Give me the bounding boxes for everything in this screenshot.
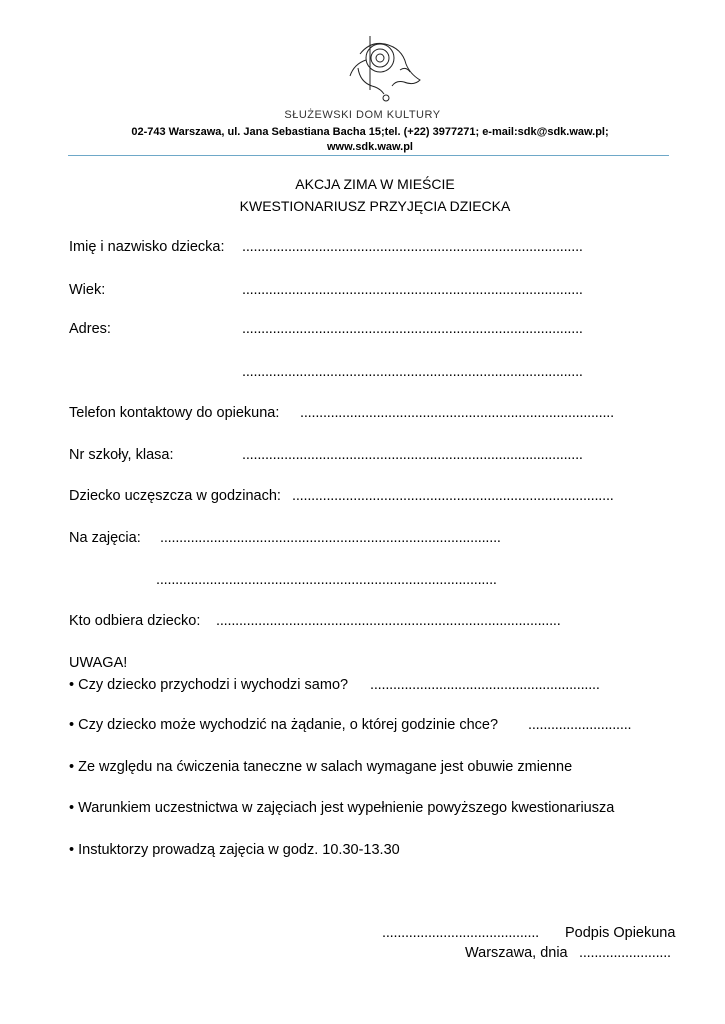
address-field-2[interactable]: ......................................................................................... (242, 364, 583, 380)
question-alone: • Czy dziecko przychodzi i wychodzi samo? (69, 677, 349, 693)
classes-label: Na zajęcia: (69, 530, 141, 546)
child-name-label: Imię i nazwisko dziecka: (69, 239, 225, 255)
place-date-label: Warszawa, dnia (465, 945, 568, 961)
ram-head-logo-icon (340, 36, 430, 104)
address-line: 02-743 Warszawa, ul. Jana Sebastiana Bacha 15;tel. (+22) 3977271; e-mail:sdk@sdk.waw.pl; (131, 126, 609, 138)
page-title: AKCJA ZIMA W MIEŚCIE (295, 176, 455, 192)
page-subtitle: KWESTIONARIUSZ PRZYJĘCIA DZIECKA (239, 198, 511, 214)
organization-address (60, 125, 680, 155)
school-hours-field[interactable]: .................................................................................... (292, 488, 614, 504)
classes-field-2[interactable]: ......................................................................................... (156, 572, 497, 588)
age-label: Wiek: (69, 282, 106, 298)
classes-field-1[interactable]: ......................................................................................... (160, 530, 501, 546)
note-shoes: • Ze względu na ćwiczenia taneczne w salach wymagane jest obuwie zmienne (69, 759, 573, 775)
date-field[interactable]: ........................ (579, 945, 671, 961)
signature-field[interactable]: ......................................... (382, 925, 539, 941)
header-divider (68, 155, 669, 156)
question-leave-on-demand: • Czy dziecko może wychodzić na żądanie, o której godzinie chce? (69, 717, 499, 733)
organization-name: SŁUŻEWSKI DOM KULTURY (284, 109, 441, 121)
notes-heading: UWAGA! (69, 655, 128, 671)
school-class-label: Nr szkoły, klasa: (69, 447, 174, 463)
school-hours-label: Dziecko uczęszcza w godzinach: (69, 488, 281, 504)
guardian-phone-label: Telefon kontaktowy do opiekuna: (69, 405, 280, 421)
age-field[interactable]: ......................................................................................... (242, 282, 583, 298)
pickup-field[interactable]: .......................................................................................... (216, 613, 561, 629)
note-questionnaire: • Warunkiem uczestnictwa w zajęciach jest wypełnienie powyższego kwestionariusza (69, 800, 615, 816)
question-leave-on-demand-field[interactable]: ........................... (528, 717, 632, 733)
child-name-field[interactable]: ......................................................................................... (242, 239, 583, 255)
address-label: Adres: (69, 321, 111, 337)
website: www.sdk.waw.pl (327, 141, 413, 153)
note-hours: • Instuktorzy prowadzą zajęcia w godz. 10.30-13.30 (69, 842, 400, 858)
pickup-label: Kto odbiera dziecko: (69, 613, 201, 629)
signature-label: Podpis Opiekuna (565, 925, 676, 941)
address-field-1[interactable]: ......................................................................................... (242, 321, 583, 337)
question-alone-field[interactable]: ............................................................ (370, 677, 600, 693)
school-class-field[interactable]: ......................................................................................... (242, 447, 583, 463)
guardian-phone-field[interactable]: .................................................................................. (300, 405, 614, 421)
